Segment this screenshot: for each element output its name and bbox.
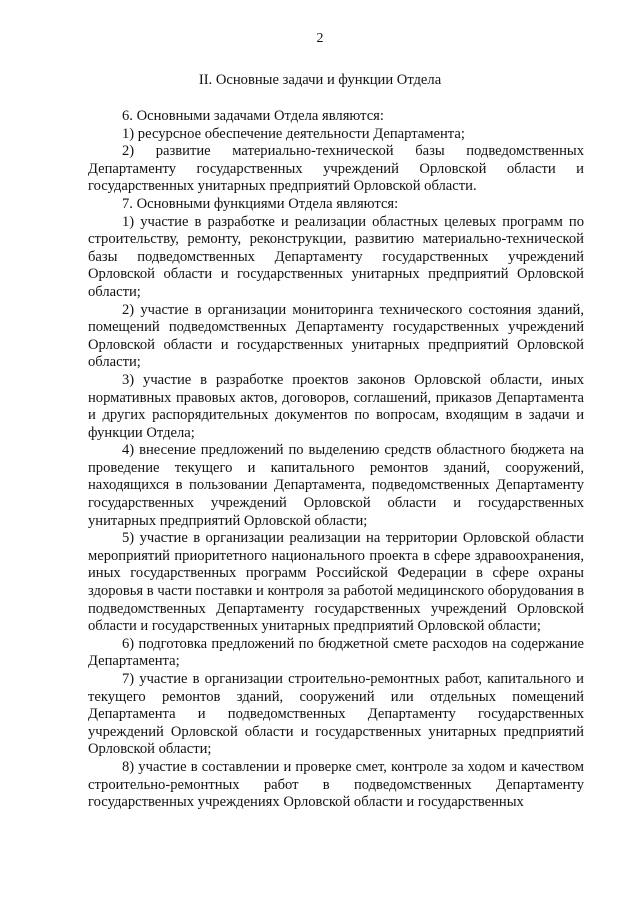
paragraph-task-2: 2) развитие материально-технической базы подведомственных Департаменту государственных учреждений Орловской области и государственных унитарных предприятий Орловской области.	[88, 143, 584, 195]
page-number: 2	[316, 31, 324, 46]
paragraph-function-4: 4) внесение предложений по выделению средств областного бюджета на проведение текущего и капитального ремонтов зданий, сооружений, находящихся в пользовании Департамента, подведомственных Департаменту государственных учреждений Орловской области и государственных унитарных предприятий Орловской области;	[88, 442, 584, 529]
paragraph-function-8: 8) участие в составлении и проверке смет, контроле за ходом и качеством строительно-ремонтных работ в подведомственных Департаменту государственных учреждениях Орловской области и государственных	[88, 758, 584, 811]
paragraph-function-2: 2) участие в организации мониторинга технического состояния зданий, помещений подведомственных Департаменту государственных учреждений Орловской области и государственных унитарных предприятий Орловской области;	[88, 301, 584, 371]
paragraph-function-7: 7) участие в организации строительно-ремонтных работ, капитального и текущего ремонтов зданий, сооружений или отдельных помещений Департамента и подведомственных Департаменту государственных учреждений Орловской области и государственных унитарных предприятий Орловской области;	[88, 671, 584, 758]
section-title: II. Основные задачи и функции Отдела	[198, 72, 442, 88]
paragraph-tasks-heading: 6. Основными задачами Отдела являются:	[122, 108, 384, 124]
paragraph-function-5: 5) участие в организации реализации на территории Орловской области мероприятий приоритетного национального проекта в сфере здравоохранения, иных государственных программ Российской Федерации в сфере охраны здоровья в части поставки и контроля за работой медицинского оборудования в подведомственных Департаменту государственных учреждений Орловской области и государственных унитарных предприятий Орловской области;	[88, 530, 584, 635]
paragraph-function-6: 6) подготовка предложений по бюджетной смете расходов на содержание Департамента;	[88, 635, 584, 670]
body-text	[88, 108, 584, 812]
paragraph-functions-heading: 7. Основными функциями Отдела являются:	[122, 195, 399, 212]
paragraph-task-1: 1) ресурсное обеспечение деятельности Департамента;	[122, 125, 465, 142]
paragraph-function-1: 1) участие в разработке и реализации областных целевых программ по строительству, ремонту, реконструкции, развитию материально-технической базы подведомственных Департаменту государственных учреждений Орловской области и государственных унитарных предприятий Орловской области;	[88, 213, 584, 300]
paragraph-function-3: 3) участие в разработке проектов законов Орловской области, иных нормативных правовых актов, договоров, соглашений, приказов Департамента и других распорядительных документов по вопросам, входящим в задачи и функции Отдела;	[88, 371, 584, 441]
